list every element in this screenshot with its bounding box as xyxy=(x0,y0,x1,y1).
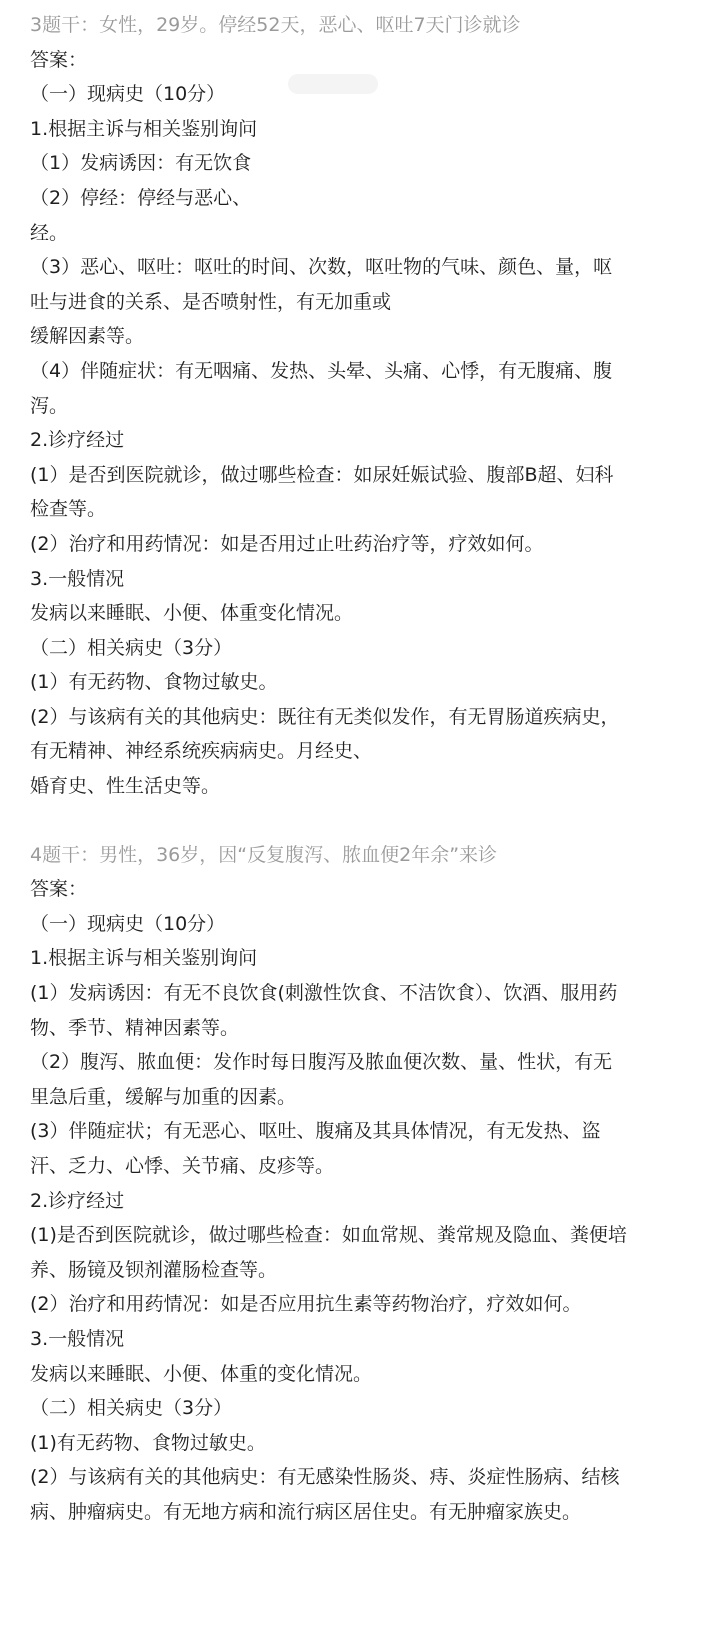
q4-line-9: 汗、乏力、心悸、关节痛、皮疹等。 xyxy=(30,1155,335,1177)
q4-line-5: 物、季节、精神因素等。 xyxy=(30,1016,240,1039)
q3-line-10: （4）伴随症状：有无咽痛、发热、头晕、头痛、心悸，有无腹痛、腹 xyxy=(30,359,613,382)
q3-line-14: 检查等。 xyxy=(30,498,107,521)
q4-line-12: 养、肠镜及钡剂灌肠检查等。 xyxy=(30,1258,278,1281)
q4-line-16: （二）相关病史（3分） xyxy=(30,1397,233,1420)
q4-line-14: 3.一般情况 xyxy=(30,1327,125,1350)
q4-line-18: (2）与该病有关的其他病史：有无感染性肠炎、痔、炎症性肠病、结核 xyxy=(30,1466,620,1489)
q3-line-4: （1）发病诱因：有无饮食 xyxy=(30,152,252,175)
q3-line-12: 2.诊疗经过 xyxy=(30,429,125,452)
q3-line-5: （2）停经：停经与恶心、 xyxy=(30,186,252,209)
question-4-title: 4题干：男性，36岁，因“反复腹泻、脓血便2年余”来诊 xyxy=(30,843,498,866)
q3-line-1: 答案： xyxy=(30,48,88,71)
section-spacer xyxy=(30,804,694,838)
redaction-patch xyxy=(258,46,408,216)
question-3-title: 3题干：女性，29岁。停经52天，恶心、呕吐7天门诊就诊 xyxy=(30,14,521,36)
q3-line-9: 缓解因素等。 xyxy=(30,325,145,348)
q3-line-11: 泻。 xyxy=(30,394,69,417)
q3-line-21: 有无精神、神经系统疾病病史。月经史、 xyxy=(30,740,373,763)
q3-line-19: (1）有无药物、食物过敏史。 xyxy=(30,671,278,694)
q3-line-16: 3.一般情况 xyxy=(30,567,125,590)
q3-line-7: （3）恶心、呕吐：呕吐的时间、次数，呕吐物的气味、颜色、量，呕 xyxy=(30,256,613,279)
q4-line-4: (1）发病诱因：有无不良饮食(刺激性饮食、不洁饮食）、饮酒、服用药 xyxy=(30,982,618,1005)
q3-line-2: （一）现病史（10分） xyxy=(30,83,226,106)
q4-line-15: 发病以来睡眠、小便、体重的变化情况。 xyxy=(30,1362,373,1385)
q3-line-13: (1）是否到医院就诊，做过哪些检查：如尿妊娠试验、腹部B超、妇科 xyxy=(30,463,614,486)
q4-line-17: (1)有无药物、食物过敏史。 xyxy=(30,1431,266,1454)
q3-line-15: (2）治疗和用药情况：如是否用过止吐药治疗等，疗效如何。 xyxy=(30,532,544,555)
q4-line-6: （2）腹泻、脓血便：发作时每日腹泻及脓血便次数、量、性状，有无 xyxy=(30,1051,613,1074)
q4-line-2: （一）现病史（10分） xyxy=(30,912,226,935)
q4-line-8: (3）伴随症状；有无恶心、呕吐、腹痛及其具体情况，有无发热、盗 xyxy=(30,1120,601,1143)
q3-line-17: 发病以来睡眠、小便、体重变化情况。 xyxy=(30,602,354,625)
q3-line-3: 1.根据主诉与相关鉴别询问 xyxy=(30,117,258,140)
question-4-section xyxy=(30,838,694,1530)
q3-line-20: (2）与该病有关的其他病史：既往有无类似发作，有无胃肠道疾病史， xyxy=(30,705,620,728)
q4-line-3: 1.根据主诉与相关鉴别询问 xyxy=(30,947,258,970)
q3-line-8: 吐与进食的关系、是否喷射性，有无加重或 xyxy=(30,290,392,313)
q4-line-10: 2.诊疗经过 xyxy=(30,1189,125,1212)
q4-line-11: (1)是否到医院就诊，做过哪些检查：如血常规、粪常规及隐血、粪便培 xyxy=(30,1224,627,1247)
q4-line-1: 答案： xyxy=(30,878,88,901)
q4-line-7: 里急后重，缓解与加重的因素。 xyxy=(30,1085,297,1108)
q4-line-13: (2）治疗和用药情况：如是否应用抗生素等药物治疗，疗效如何。 xyxy=(30,1293,582,1316)
q3-line-18: （二）相关病史（3分） xyxy=(30,636,233,659)
q4-line-19: 病、肿瘤病史。有无地方病和流行病区居住史。有无肿瘤家族史。 xyxy=(30,1500,582,1523)
q3-line-6: 经。 xyxy=(30,221,69,244)
redaction-smudge xyxy=(288,74,378,94)
q3-line-22: 婚育史、性生活史等。 xyxy=(30,775,221,798)
